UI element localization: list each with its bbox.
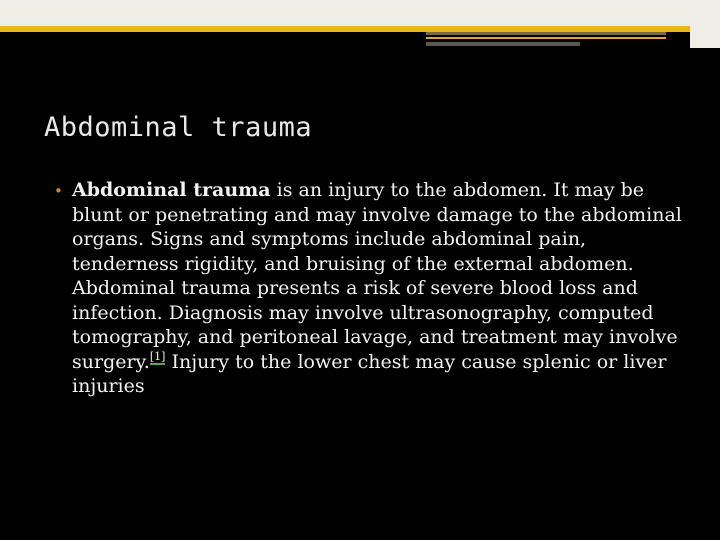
top-paper-corner <box>690 0 720 48</box>
decor-stripe <box>426 42 580 46</box>
reference-link[interactable]: [1] <box>149 350 166 364</box>
bullet-dot-icon: • <box>54 182 63 200</box>
bullet-text <box>72 178 690 399</box>
decor-stripe <box>426 32 666 35</box>
bullet-item <box>50 178 690 399</box>
top-paper-band <box>0 0 720 28</box>
slide-title: Abdominal trauma <box>44 112 313 143</box>
bullet-term: Abdominal trauma <box>72 179 271 201</box>
bullet-body-a: is an injury to the abdomen. It may be blunt or penetrating and may involve damage to the abdominal organs. Signs and symptoms include abdominal pain, tenderness rigidity, and bruising of the external abdomen. Abdominal trauma presents a risk of severe blood loss and infection. Diagnosis may involve ultrasonography, computed tomography, and peritoneal lavage, and treatment may involve surgery. <box>72 179 682 373</box>
bullet-body-b: Injury to the lower chest may cause splenic or liver injuries <box>72 350 667 397</box>
decor-stripe <box>426 37 666 39</box>
